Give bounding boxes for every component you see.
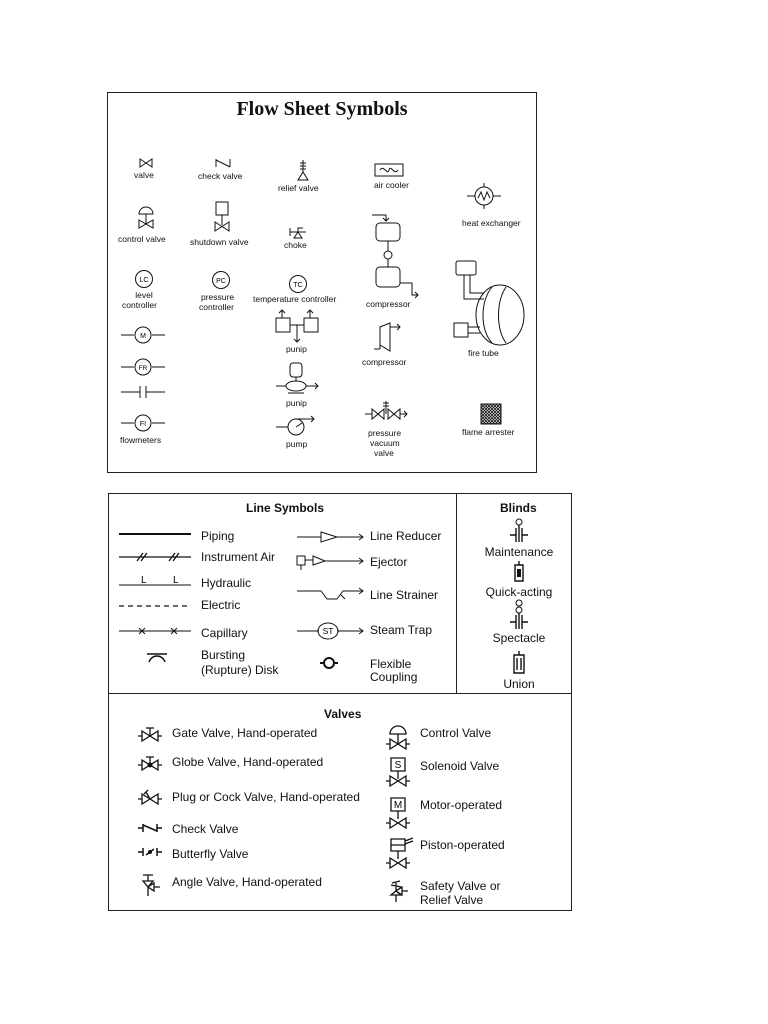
pv-valve-label-1: pressure — [368, 428, 402, 438]
motor-operated-label: Motor-operated — [420, 798, 503, 812]
temperature-controller-label: temperature controller — [253, 294, 337, 304]
hydraulic-mark-1: L — [141, 575, 147, 586]
flow-sheet-title: Flow Sheet Symbols — [236, 98, 408, 120]
solenoid-tag: S — [394, 760, 402, 771]
electric-label: Electric — [201, 598, 241, 612]
line-strainer-label: Line Strainer — [370, 588, 439, 602]
steam-trap-tag: ST — [322, 626, 334, 636]
pressure-controller-label-2: controller — [199, 302, 234, 312]
spectacle-blind-symbol — [509, 599, 529, 631]
lc-tag: LC — [139, 277, 149, 284]
check-valve-line-symbol — [137, 821, 163, 833]
pressure-controller-label-1: pressure — [201, 292, 235, 302]
safety-valve-symbol — [387, 879, 411, 903]
motor-tag: M — [393, 800, 403, 811]
steam-trap-symbol — [297, 621, 365, 641]
level-controller-label-1: level — [135, 290, 153, 300]
check-valve-symbol — [214, 157, 232, 169]
flexible-label-2: Coupling — [370, 670, 418, 684]
control-valve-symbol — [136, 205, 156, 231]
plug-valve-label: Plug or Cock Valve, Hand-operated — [172, 790, 360, 804]
angle-valve-symbol — [139, 873, 161, 897]
pc-tag: PC — [216, 278, 226, 285]
punip-vertical-symbol — [274, 361, 320, 397]
hydraulic-label: Hydraulic — [201, 576, 252, 590]
piston-operated-valve-symbol — [385, 837, 415, 869]
symbols-panel — [108, 493, 572, 911]
compressor-symbol — [372, 321, 406, 353]
heat-exchanger-label: heat exchanger — [462, 218, 521, 228]
control-valve-label: control valve — [118, 234, 166, 244]
flow-sheet-panel — [107, 92, 537, 473]
globe-valve-label: Globe Valve, Hand-operated — [172, 755, 324, 769]
shutdown-valve-label: shutdown valve — [190, 237, 249, 247]
pressure-vacuum-valve-symbol — [364, 399, 408, 421]
line-reducer-label: Line Reducer — [370, 529, 442, 543]
fi-tag: FI — [139, 421, 147, 428]
flowmeters-label: flowmeters — [120, 435, 162, 445]
relief-valve-symbol — [296, 158, 310, 182]
steam-trap-label: Steam Trap — [370, 623, 433, 637]
level-controller-symbol — [134, 269, 154, 289]
hydraulic-symbol — [119, 574, 191, 588]
check-valve-label: check valve — [198, 171, 243, 181]
capillary-label: Capillary — [201, 626, 248, 640]
choke-symbol — [288, 225, 308, 239]
pv-valve-label-2: vacuum — [370, 438, 400, 448]
gate-valve-symbol — [137, 726, 163, 742]
tc-tag: TC — [293, 282, 303, 289]
control-valve-line-symbol — [385, 726, 411, 750]
control-valve-line-label: Control Valve — [420, 726, 492, 740]
valve-symbol — [138, 157, 154, 169]
line-symbols-title: Line Symbols — [246, 501, 325, 515]
pump-label: pump — [286, 439, 308, 449]
valves-title: Valves — [324, 707, 362, 721]
angle-valve-label: Angle Valve, Hand-operated — [172, 875, 322, 889]
valve-label: valve — [134, 170, 154, 180]
line-strainer-symbol — [297, 587, 365, 603]
flowmeter-fr-symbol — [120, 358, 166, 376]
compressor-label-1: compressor — [366, 299, 411, 309]
punip-double-symbol — [274, 308, 320, 344]
fr-tag: FR — [138, 365, 148, 372]
butterfly-valve-label: Butterfly Valve — [172, 847, 249, 861]
instrument-air-symbol — [119, 551, 191, 563]
choke-label: choke — [284, 240, 307, 250]
quick-acting-label: Quick-acting — [485, 585, 553, 599]
pressure-controller-symbol — [211, 270, 231, 290]
instrument-air-label: Instrument Air — [201, 550, 276, 564]
temperature-controller-symbol — [288, 274, 308, 294]
flexible-coupling-symbol — [319, 655, 339, 671]
pv-valve-label-3: valve — [374, 448, 394, 458]
orifice-plate-symbol — [120, 385, 166, 399]
solenoid-valve-label: Solenoid Valve — [420, 759, 500, 773]
flexible-label-1: Flexible — [370, 657, 412, 671]
punip-label-1: punip — [286, 344, 307, 354]
union-label: Union — [503, 677, 535, 691]
hydraulic-mark-2: L — [173, 575, 179, 586]
flowmeter-m-symbol — [120, 326, 166, 344]
heat-exchanger-symbol — [466, 181, 502, 211]
punip-label-2: punip — [286, 398, 307, 408]
compressor-label-2: compressor — [362, 357, 407, 367]
line-reducer-symbol — [297, 531, 365, 543]
spectacle-label: Spectacle — [492, 631, 546, 645]
bursting-label-2: (Rupture) Disk — [201, 663, 279, 677]
butterfly-valve-symbol — [137, 846, 163, 858]
maintenance-label: Maintenance — [484, 545, 554, 559]
electric-symbol — [119, 603, 191, 609]
flame-arrester-symbol — [480, 403, 502, 425]
air-cooler-symbol — [374, 163, 404, 177]
relief-valve-label: relief valve — [278, 183, 319, 193]
level-controller-label-2: controller — [122, 300, 157, 310]
flame-arrester-label: flame arrester — [462, 427, 515, 437]
vertical-divider — [456, 494, 457, 693]
piping-label: Piping — [201, 529, 235, 543]
bursting-disk-symbol — [145, 651, 169, 663]
check-valve-line-label: Check Valve — [172, 822, 239, 836]
globe-valve-symbol — [137, 755, 163, 771]
motor-operated-valve-symbol — [385, 797, 411, 829]
bursting-label-1: Bursting — [201, 648, 246, 662]
ejector-symbol — [295, 552, 365, 572]
fire-tube-label: fire tube — [468, 348, 499, 358]
fire-tube-symbol — [450, 257, 526, 349]
plug-valve-symbol — [137, 789, 163, 805]
shutdown-valve-symbol — [213, 200, 231, 234]
safety-valve-label-2: Relief Valve — [420, 893, 484, 907]
compressor-tower-symbol — [370, 211, 422, 303]
piping-symbol — [119, 531, 191, 537]
quick-acting-blind-symbol — [512, 560, 526, 584]
safety-valve-label-1: Safety Valve or — [420, 879, 501, 893]
blinds-title: Blinds — [500, 501, 537, 515]
flowmeter-fi-symbol — [120, 414, 166, 432]
maintenance-blind-symbol — [509, 518, 529, 544]
union-blind-symbol — [512, 650, 526, 676]
pump-symbol — [274, 415, 320, 439]
solenoid-valve-symbol — [385, 757, 411, 787]
capillary-symbol — [119, 626, 191, 636]
gate-valve-label: Gate Valve, Hand-operated — [172, 726, 318, 740]
air-cooler-label: air cooler — [374, 180, 409, 190]
horizontal-divider — [109, 693, 571, 694]
ejector-label: Ejector — [370, 555, 408, 569]
piston-operated-label: Piston-operated — [420, 838, 505, 852]
m-tag: M — [140, 333, 146, 340]
